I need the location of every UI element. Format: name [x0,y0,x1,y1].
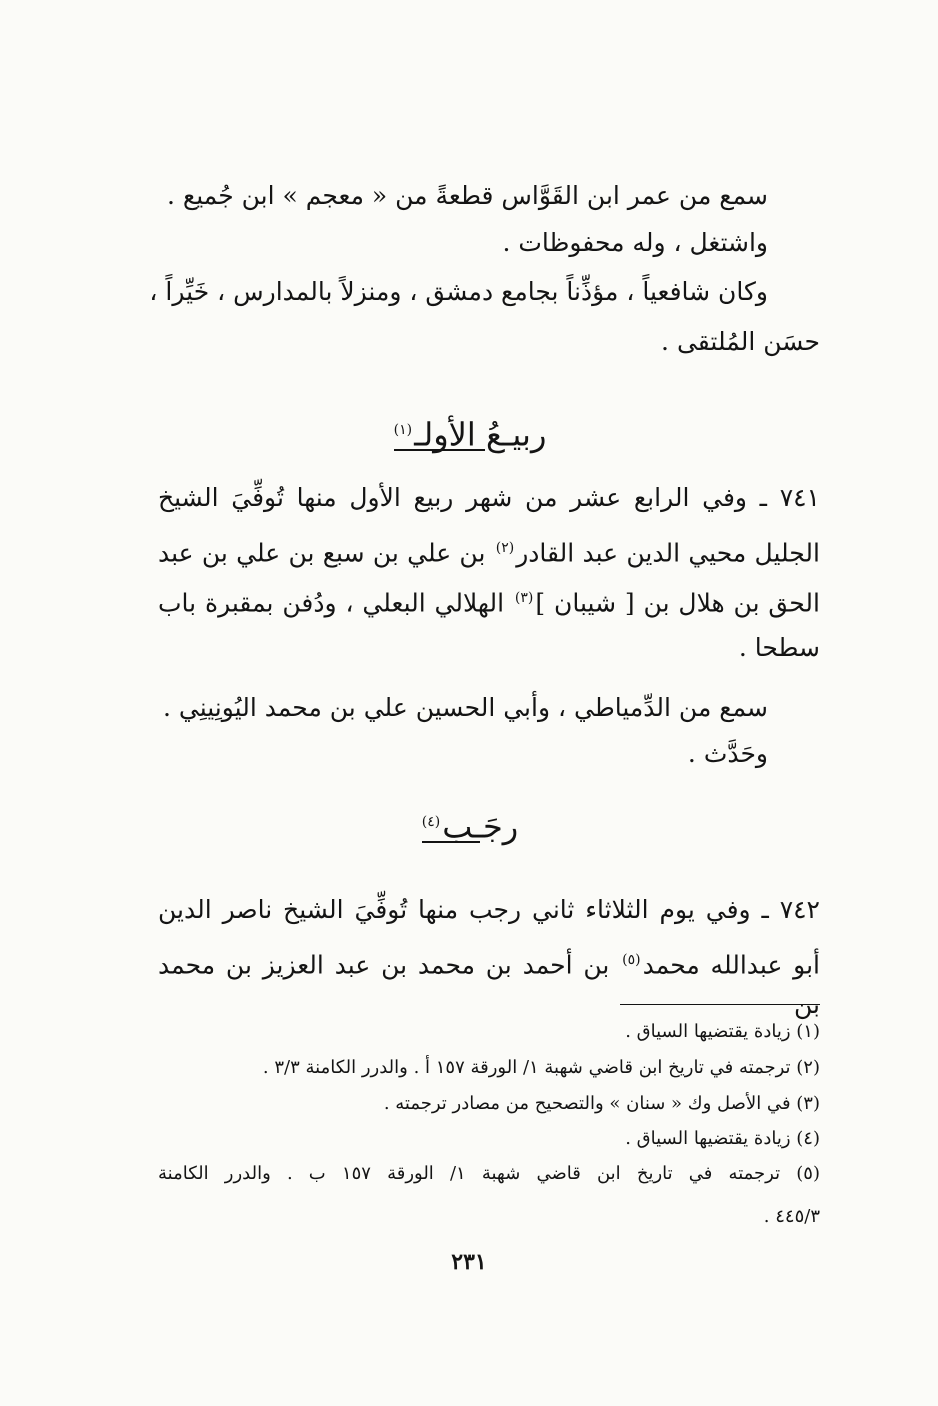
entry-742-line [158,940,820,1025]
footnote-divider [620,1004,820,1005]
paragraph-line: وكان شافعياً ، مؤذِّناً بجامع دمشق ، ومنزلاً بالمدارس ، خَيِّراً ، [149,277,768,306]
footnote-4: (٤) زيادة يقتضيها السياق . [625,1128,820,1149]
footnote-ref: (٤) [421,814,441,830]
entry-text: الهلالي البعلي ، ودُفن بمقبرة باب [158,588,505,618]
entry-text: الحق بن هلال بن [ شيبان ] [535,588,820,618]
entry-text: الجليل محيي الدين عبد القادر [516,538,820,568]
entry-741-line: سطحا . [738,633,820,662]
paragraph-line: سمع من عمر ابن القَوَّاس قطعةً من « معجم » ابن جُميع . [167,181,768,210]
entry-741-line: سمع من الدِّمياطي ، وأبي الحسين علي بن محمد اليُونِينِي . [162,693,768,722]
entry-741-line [158,528,820,573]
entry-741-line: وحَدَّث . [687,739,768,768]
entry-741-line: ٧٤١ ـ وفي الرابع عشر من شهر ربيع الأول منها تُوفِّيَ الشيخ [158,483,820,512]
paragraph-line: حسَن المُلتقى . [661,327,820,356]
section-heading-rajab [0,800,938,849]
footnote-3: (٣) في الأصل وك « سنان » والتصحيح من مصادر ترجمته . [383,1093,820,1114]
footnote-ref: (٣) [514,590,534,606]
footnote-1: (١) زيادة يقتضيها السياق . [625,1021,820,1042]
footnote-ref: (١) [393,422,413,438]
entry-742-line: ٧٤٢ ـ وفي يوم الثلاثاء ثاني رجب منها تُوفِّيَ الشيخ ناصر الدين [158,895,820,924]
entry-text: بن أحمد بن محمد بن عبد العزيز بن محمد بن [158,950,820,1020]
footnote-ref: (٥) [622,952,641,968]
footnote-ref: (٢) [495,540,515,556]
section-heading-rabi-al-awwal [0,408,938,457]
footnote-5-continued: ٤٤٥/٣ . [763,1206,820,1227]
footnote-2: (٢) ترجمته في تاريخ ابن قاضي شهبة ١/ الورقة ١٥٧ أ . والدرر الكامنة ٣/٣ . [262,1057,820,1078]
entry-text: بن علي بن سبع بن علي بن عبد [158,538,486,568]
footnote-5: (٥) ترجمته في تاريخ ابن قاضي شهبة ١/ الورقة ١٥٧ ب . والدرر الكامنة [158,1163,820,1184]
section-heading-text: ربيـعُ الأولـ [414,415,547,454]
entry-741-line [158,578,820,623]
paragraph-line: واشتغل ، وله محفوظات . [502,228,768,257]
page-number: ٢٣١ [451,1249,487,1275]
section-heading-text: رجَـب [442,807,519,846]
entry-text: أبو عبدالله محمد [642,950,820,980]
